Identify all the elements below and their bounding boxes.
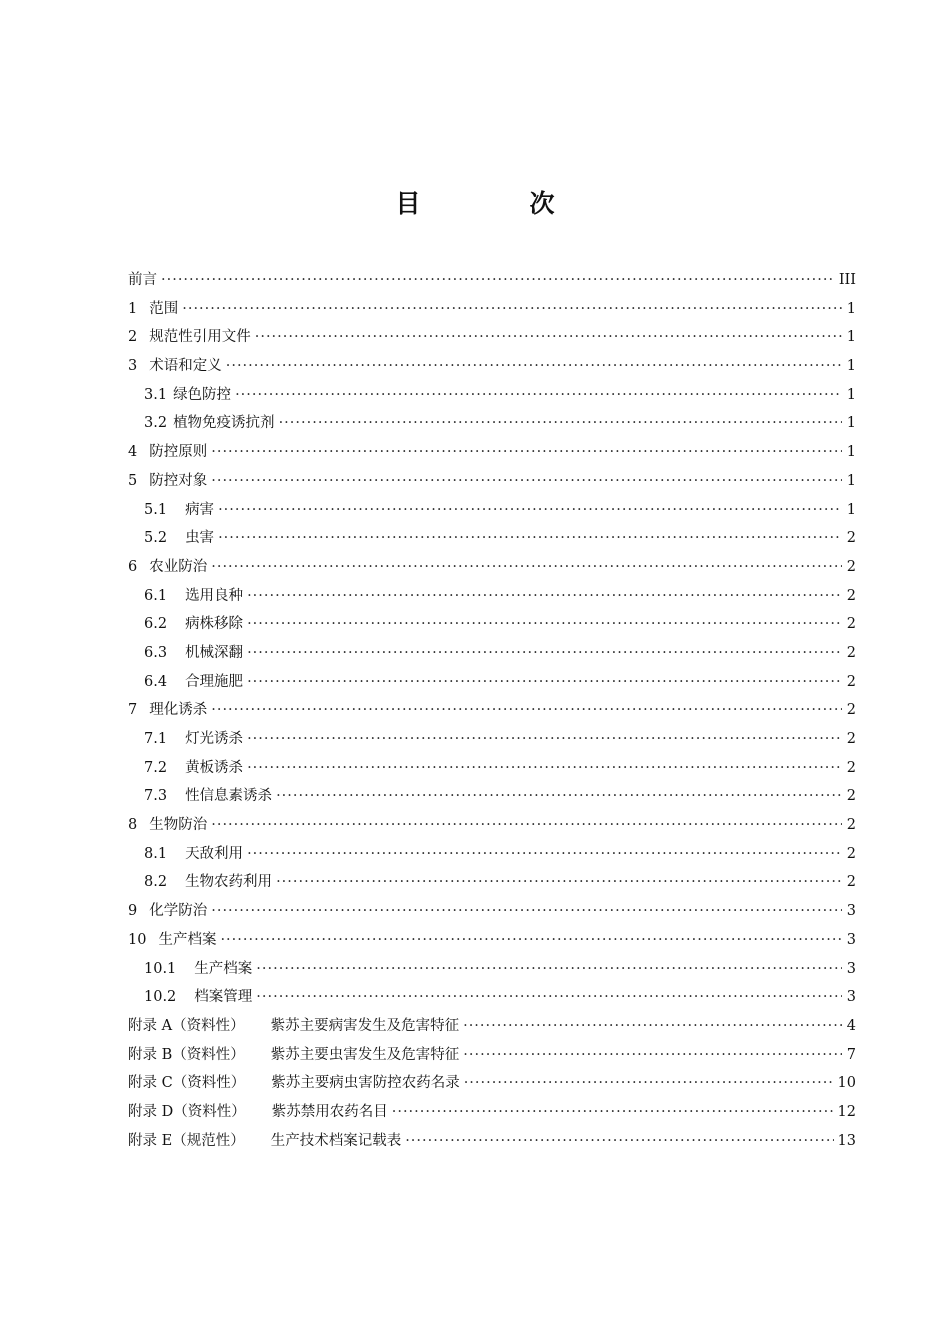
- toc-page-number: 1: [846, 501, 856, 518]
- toc-entry[interactable]: [128, 955, 856, 984]
- toc-entry-label: 生物农药利用: [185, 874, 273, 891]
- toc-entry-title: [128, 467, 207, 496]
- toc-dot-leader: [247, 668, 842, 697]
- toc-entry-title: [128, 524, 214, 553]
- toc-dot-leader: [211, 696, 842, 725]
- toc-page-number: 2: [846, 616, 856, 633]
- toc-entry-number: 10.2: [144, 989, 177, 1006]
- toc-entry-label: 前言: [128, 272, 157, 288]
- toc-entry-number: 1: [128, 300, 138, 317]
- toc-entry-number: 附录 E（规范性）: [128, 1132, 245, 1149]
- toc-page-number: 10: [837, 1075, 856, 1092]
- toc-page-number: 1: [846, 329, 856, 346]
- toc-entry-label: 生产技术档案记载表: [270, 1132, 402, 1149]
- toc-page-number: 3: [846, 903, 856, 920]
- toc-dot-leader: [235, 381, 842, 410]
- toc-dot-leader: [255, 323, 842, 352]
- toc-page-number: III: [838, 272, 856, 288]
- toc-entry-title: [128, 1012, 459, 1041]
- toc-entry-label: 防控对象: [149, 472, 208, 489]
- toc-dot-leader: [276, 782, 842, 811]
- toc-entry[interactable]: [128, 1098, 856, 1127]
- toc-entry-number: 5.2: [144, 530, 168, 547]
- toc-entry-title: [128, 295, 178, 324]
- toc-page-number: 2: [846, 644, 856, 661]
- toc-entry-title: [128, 668, 243, 697]
- toc-entry-label: 合理施肥: [185, 673, 244, 690]
- toc-entry-title: [128, 496, 214, 525]
- toc-entry-number: 5: [128, 472, 138, 489]
- toc-dot-leader: [247, 840, 842, 869]
- toc-entry-title: [128, 1069, 460, 1098]
- toc-entry-title: [128, 811, 207, 840]
- toc-entry-title: [128, 782, 272, 811]
- toc-entry-title: [128, 1098, 388, 1127]
- toc-dot-leader: [161, 266, 835, 295]
- toc-entry-title: [128, 323, 251, 352]
- toc-entry-number: 6: [128, 558, 138, 575]
- toc-entry[interactable]: [128, 1069, 856, 1098]
- toc-entry-number: 附录 C（资料性）: [128, 1075, 246, 1092]
- toc-page-number: 2: [846, 845, 856, 862]
- toc-entry-title: [128, 897, 207, 926]
- toc-entry-label: 虫害: [185, 530, 215, 547]
- toc-entry-title: [128, 582, 243, 611]
- toc-entry-title: [128, 409, 275, 438]
- toc-dot-leader: [182, 295, 842, 324]
- toc-dot-leader: [226, 352, 842, 381]
- toc-dot-leader: [256, 983, 842, 1012]
- toc-entry-number: 3.2: [144, 415, 168, 432]
- toc-entry-label: 病株移除: [185, 616, 244, 633]
- toc-dot-leader: [247, 754, 842, 783]
- toc-page-number: 2: [846, 874, 856, 891]
- toc-entry-label: 规范性引用文件: [149, 329, 251, 346]
- toc-entry-number: 9: [128, 903, 138, 920]
- toc-page-number: 2: [846, 673, 856, 690]
- toc-entry[interactable]: [128, 352, 856, 381]
- toc-entry[interactable]: [128, 582, 856, 611]
- toc-entry[interactable]: [128, 811, 856, 840]
- toc-page-number: 1: [846, 386, 856, 403]
- toc-entry-label: 植物免疫诱抗剂: [173, 415, 275, 432]
- toc-entry-number: 7.3: [144, 788, 168, 805]
- toc-page-number: 1: [846, 358, 856, 375]
- toc-entry[interactable]: [128, 438, 856, 467]
- toc-entry-title: [128, 610, 243, 639]
- toc-dot-leader: [405, 1127, 833, 1156]
- toc-entry[interactable]: [128, 323, 856, 352]
- toc-entry-number: 8: [128, 817, 138, 834]
- toc-entry-number: 6.4: [144, 673, 168, 690]
- toc-entry-title: [128, 983, 252, 1012]
- toc-entry-label: 档案管理: [194, 989, 253, 1006]
- toc-entry-number: 8.1: [144, 845, 168, 862]
- toc-entry-label: 范围: [149, 300, 179, 317]
- toc-entry[interactable]: [128, 983, 856, 1012]
- toc-entry[interactable]: [128, 696, 856, 725]
- toc-entry-label: 黄板诱杀: [185, 759, 244, 776]
- toc-dot-leader: [464, 1069, 834, 1098]
- toc-page-number: 2: [846, 817, 856, 834]
- toc-dot-leader: [276, 868, 842, 897]
- toc-entry[interactable]: [128, 1127, 856, 1156]
- toc-dot-leader: [220, 926, 842, 955]
- toc-entry-number: 8.2: [144, 874, 168, 891]
- toc-entry-label: 性信息素诱杀: [185, 788, 273, 805]
- toc-page-number: 1: [846, 415, 856, 432]
- toc-dot-leader: [211, 811, 842, 840]
- toc-entry-label: 紫苏主要虫害发生及危害特征: [270, 1046, 460, 1063]
- toc-entry-title: [128, 639, 243, 668]
- toc-page-number: 3: [846, 960, 856, 977]
- toc-page-number: 3: [846, 989, 856, 1006]
- toc-page-number: 3: [846, 931, 856, 948]
- toc-entry-title: [128, 725, 243, 754]
- toc-entry[interactable]: [128, 725, 856, 754]
- toc-dot-leader: [392, 1098, 834, 1127]
- toc-entry-title: [128, 381, 231, 410]
- toc-page-number: 2: [846, 759, 856, 776]
- toc-dot-leader: [256, 955, 842, 984]
- toc-entry-label: 术语和定义: [149, 358, 222, 375]
- toc-entry-label: 防控原则: [149, 444, 208, 461]
- toc-dot-leader: [247, 639, 842, 668]
- toc-entry[interactable]: [128, 668, 856, 697]
- toc-entry[interactable]: [128, 782, 856, 811]
- toc-dot-leader: [211, 467, 842, 496]
- toc-entry-label: 紫苏禁用农药名目: [271, 1103, 388, 1120]
- toc-entry[interactable]: [128, 610, 856, 639]
- toc-page-number: 7: [846, 1046, 856, 1063]
- toc-entry-label: 农业防治: [149, 558, 208, 575]
- toc-entry-number: 7: [128, 702, 138, 719]
- toc-entry-label: 机械深翻: [185, 644, 244, 661]
- toc-entry-number: 5.1: [144, 501, 168, 518]
- toc-entry-label: 紫苏主要病害发生及危害特征: [270, 1017, 460, 1034]
- toc-entry-number: 附录 A（资料性）: [128, 1017, 245, 1034]
- toc-entry-title: [128, 840, 243, 869]
- toc-entry-title: [128, 1041, 459, 1070]
- toc-entry[interactable]: [128, 496, 856, 525]
- toc-page-number: 13: [837, 1132, 856, 1149]
- toc-dot-leader: [211, 897, 842, 926]
- toc-entry-title: [128, 955, 252, 984]
- toc-entry-number: 6.2: [144, 616, 168, 633]
- toc-entry-number: 3: [128, 358, 138, 375]
- toc-entry-title: [128, 553, 207, 582]
- toc-entry-number: 附录 B（资料性）: [128, 1046, 245, 1063]
- toc-page-number: 1: [846, 472, 856, 489]
- toc-entry-number: 附录 D（资料性）: [128, 1103, 246, 1120]
- toc-entry-number: 2: [128, 329, 138, 346]
- toc-dot-leader: [463, 1041, 842, 1070]
- toc-entry-number: 6.1: [144, 587, 168, 604]
- toc-dot-leader: [279, 409, 842, 438]
- toc-entry-title: [128, 696, 207, 725]
- toc-entry-label: 紫苏主要病虫害防控农药名录: [271, 1075, 460, 1092]
- toc-entry-title: [128, 868, 272, 897]
- toc-entry-title: [128, 754, 243, 783]
- toc-page-number: 4: [846, 1017, 856, 1034]
- toc-entry-number: 3.1: [144, 386, 168, 403]
- toc-dot-leader: [463, 1012, 842, 1041]
- toc-entry[interactable]: [128, 381, 856, 410]
- toc-entry-number: 7.2: [144, 759, 168, 776]
- toc-entry[interactable]: [128, 868, 856, 897]
- toc-entry[interactable]: [128, 553, 856, 582]
- toc-entry-title: [128, 926, 216, 955]
- toc-page-number: 12: [837, 1103, 856, 1120]
- toc-dot-leader: [247, 725, 842, 754]
- toc-dot-leader: [211, 553, 842, 582]
- toc-entry-title: [128, 266, 157, 295]
- toc-entry-label: 绿色防控: [173, 386, 232, 403]
- toc-entry[interactable]: [128, 897, 856, 926]
- toc-entry[interactable]: [128, 840, 856, 869]
- toc-page-number: 2: [846, 530, 856, 547]
- toc-dot-leader: [218, 524, 842, 553]
- toc-page-number: 1: [846, 300, 856, 317]
- toc-dot-leader: [247, 610, 842, 639]
- toc-entry-number: 4: [128, 444, 138, 461]
- toc-entry[interactable]: [128, 266, 856, 295]
- toc-entry-label: 病害: [185, 501, 215, 518]
- toc-page-number: 1: [846, 444, 856, 461]
- toc-entry-title: [128, 352, 222, 381]
- toc-dot-leader: [218, 496, 842, 525]
- toc-page-number: 2: [846, 587, 856, 604]
- toc-entry-label: 灯光诱杀: [185, 731, 244, 747]
- toc-entry[interactable]: [128, 1012, 856, 1041]
- toc-entry-label: 生物防治: [149, 817, 208, 834]
- table-of-contents: [128, 266, 856, 1155]
- toc-entry[interactable]: [128, 926, 856, 955]
- toc-entry-label: 生产档案: [194, 960, 253, 977]
- toc-page-number: 2: [846, 731, 856, 747]
- toc-entry-number: 7.1: [144, 731, 168, 747]
- toc-entry-label: 选用良种: [185, 587, 244, 604]
- toc-dot-leader: [211, 438, 842, 467]
- toc-dot-leader: [247, 582, 842, 611]
- toc-entry[interactable]: [128, 524, 856, 553]
- toc-entry-label: 天敌利用: [185, 845, 244, 862]
- toc-entry-label: 化学防治: [149, 903, 208, 920]
- toc-entry-number: 10.1: [144, 960, 177, 977]
- toc-entry-title: [128, 1127, 401, 1156]
- toc-entry-label: 生产档案: [158, 931, 217, 948]
- toc-entry[interactable]: [128, 754, 856, 783]
- toc-entry-number: 6.3: [144, 644, 168, 661]
- toc-entry-title: [128, 438, 207, 467]
- toc-entry-number: 10: [128, 931, 147, 948]
- toc-entry-label: 理化诱杀: [149, 702, 208, 719]
- toc-entry[interactable]: [128, 295, 856, 324]
- toc-entry[interactable]: [128, 1041, 856, 1070]
- toc-entry[interactable]: [128, 467, 856, 496]
- toc-page-number: 2: [846, 702, 856, 719]
- toc-entry[interactable]: [128, 409, 856, 438]
- toc-entry[interactable]: [128, 639, 856, 668]
- toc-page-number: 2: [846, 788, 856, 805]
- page-title: 目 次: [395, 189, 597, 218]
- toc-page-number: 2: [846, 558, 856, 575]
